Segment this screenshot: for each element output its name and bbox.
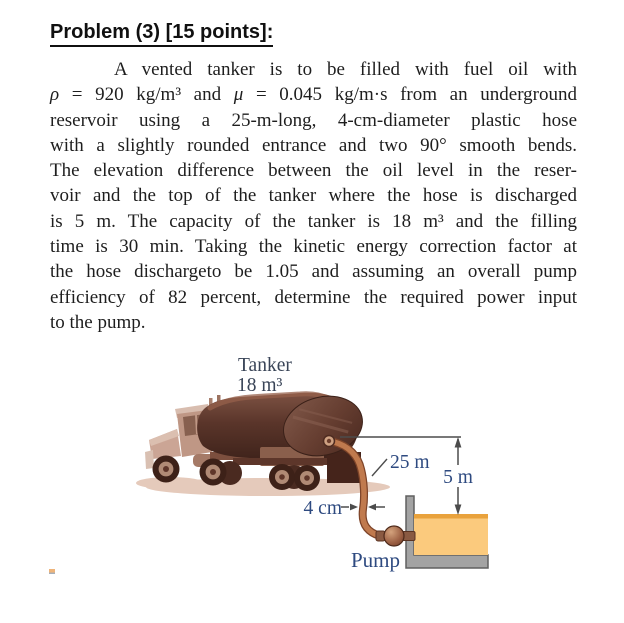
tanker-label: Tanker [238, 355, 292, 376]
stray-mark [49, 569, 55, 574]
paragraph-line: the hose dischargeto be 1.05 and assuming an overall pump [50, 261, 577, 283]
tanker-capacity-label: 18 m³ [237, 375, 283, 396]
paragraph-line: with a slightly rounded entrance and two 90° smooth bends. [50, 134, 577, 156]
paragraph-line: efficiency of 82 percent, determine the required power input [50, 286, 577, 308]
liquid-surface [414, 514, 488, 519]
reservoir-liquid [414, 514, 488, 555]
paragraph-line: reservoir using a 25-m-long, 4-cm-diameter plastic hose [50, 109, 577, 131]
front-wheel [153, 456, 180, 483]
hose-connector-ring [324, 436, 335, 447]
paragraph-line: ρ = 920 kg/m³ and μ = 0.045 kg/m·s from an underground [50, 84, 578, 106]
reservoir [406, 496, 488, 568]
paragraph-line: to the pump. [50, 311, 146, 333]
diameter-label: 4 cm [303, 498, 342, 519]
trailer-wheel [269, 464, 295, 490]
drive-wheel [200, 459, 227, 486]
paragraph-line: The elevation difference between the oil level in the reser- [50, 160, 577, 182]
paragraph-line: voir and the top of the tanker where the hose is discharged [50, 185, 577, 207]
paragraph-line: is 5 m. The capacity of the tanker is 18 m³ and the filling [50, 210, 577, 232]
paragraph-line: A vented tanker is to be filled with fuel oil with [114, 59, 577, 80]
pump-label: Pump [351, 548, 401, 572]
hose-length-label: 25 m [390, 452, 430, 473]
paragraph-line: time is 30 min. Taking the kinetic energy correction factor at [50, 236, 577, 258]
hose-length-leader-line [372, 459, 387, 476]
elevation-label: 5 m [443, 467, 473, 488]
problem-title: Problem (3) [15 points]: [50, 21, 273, 47]
trailer-wheel [294, 465, 320, 491]
